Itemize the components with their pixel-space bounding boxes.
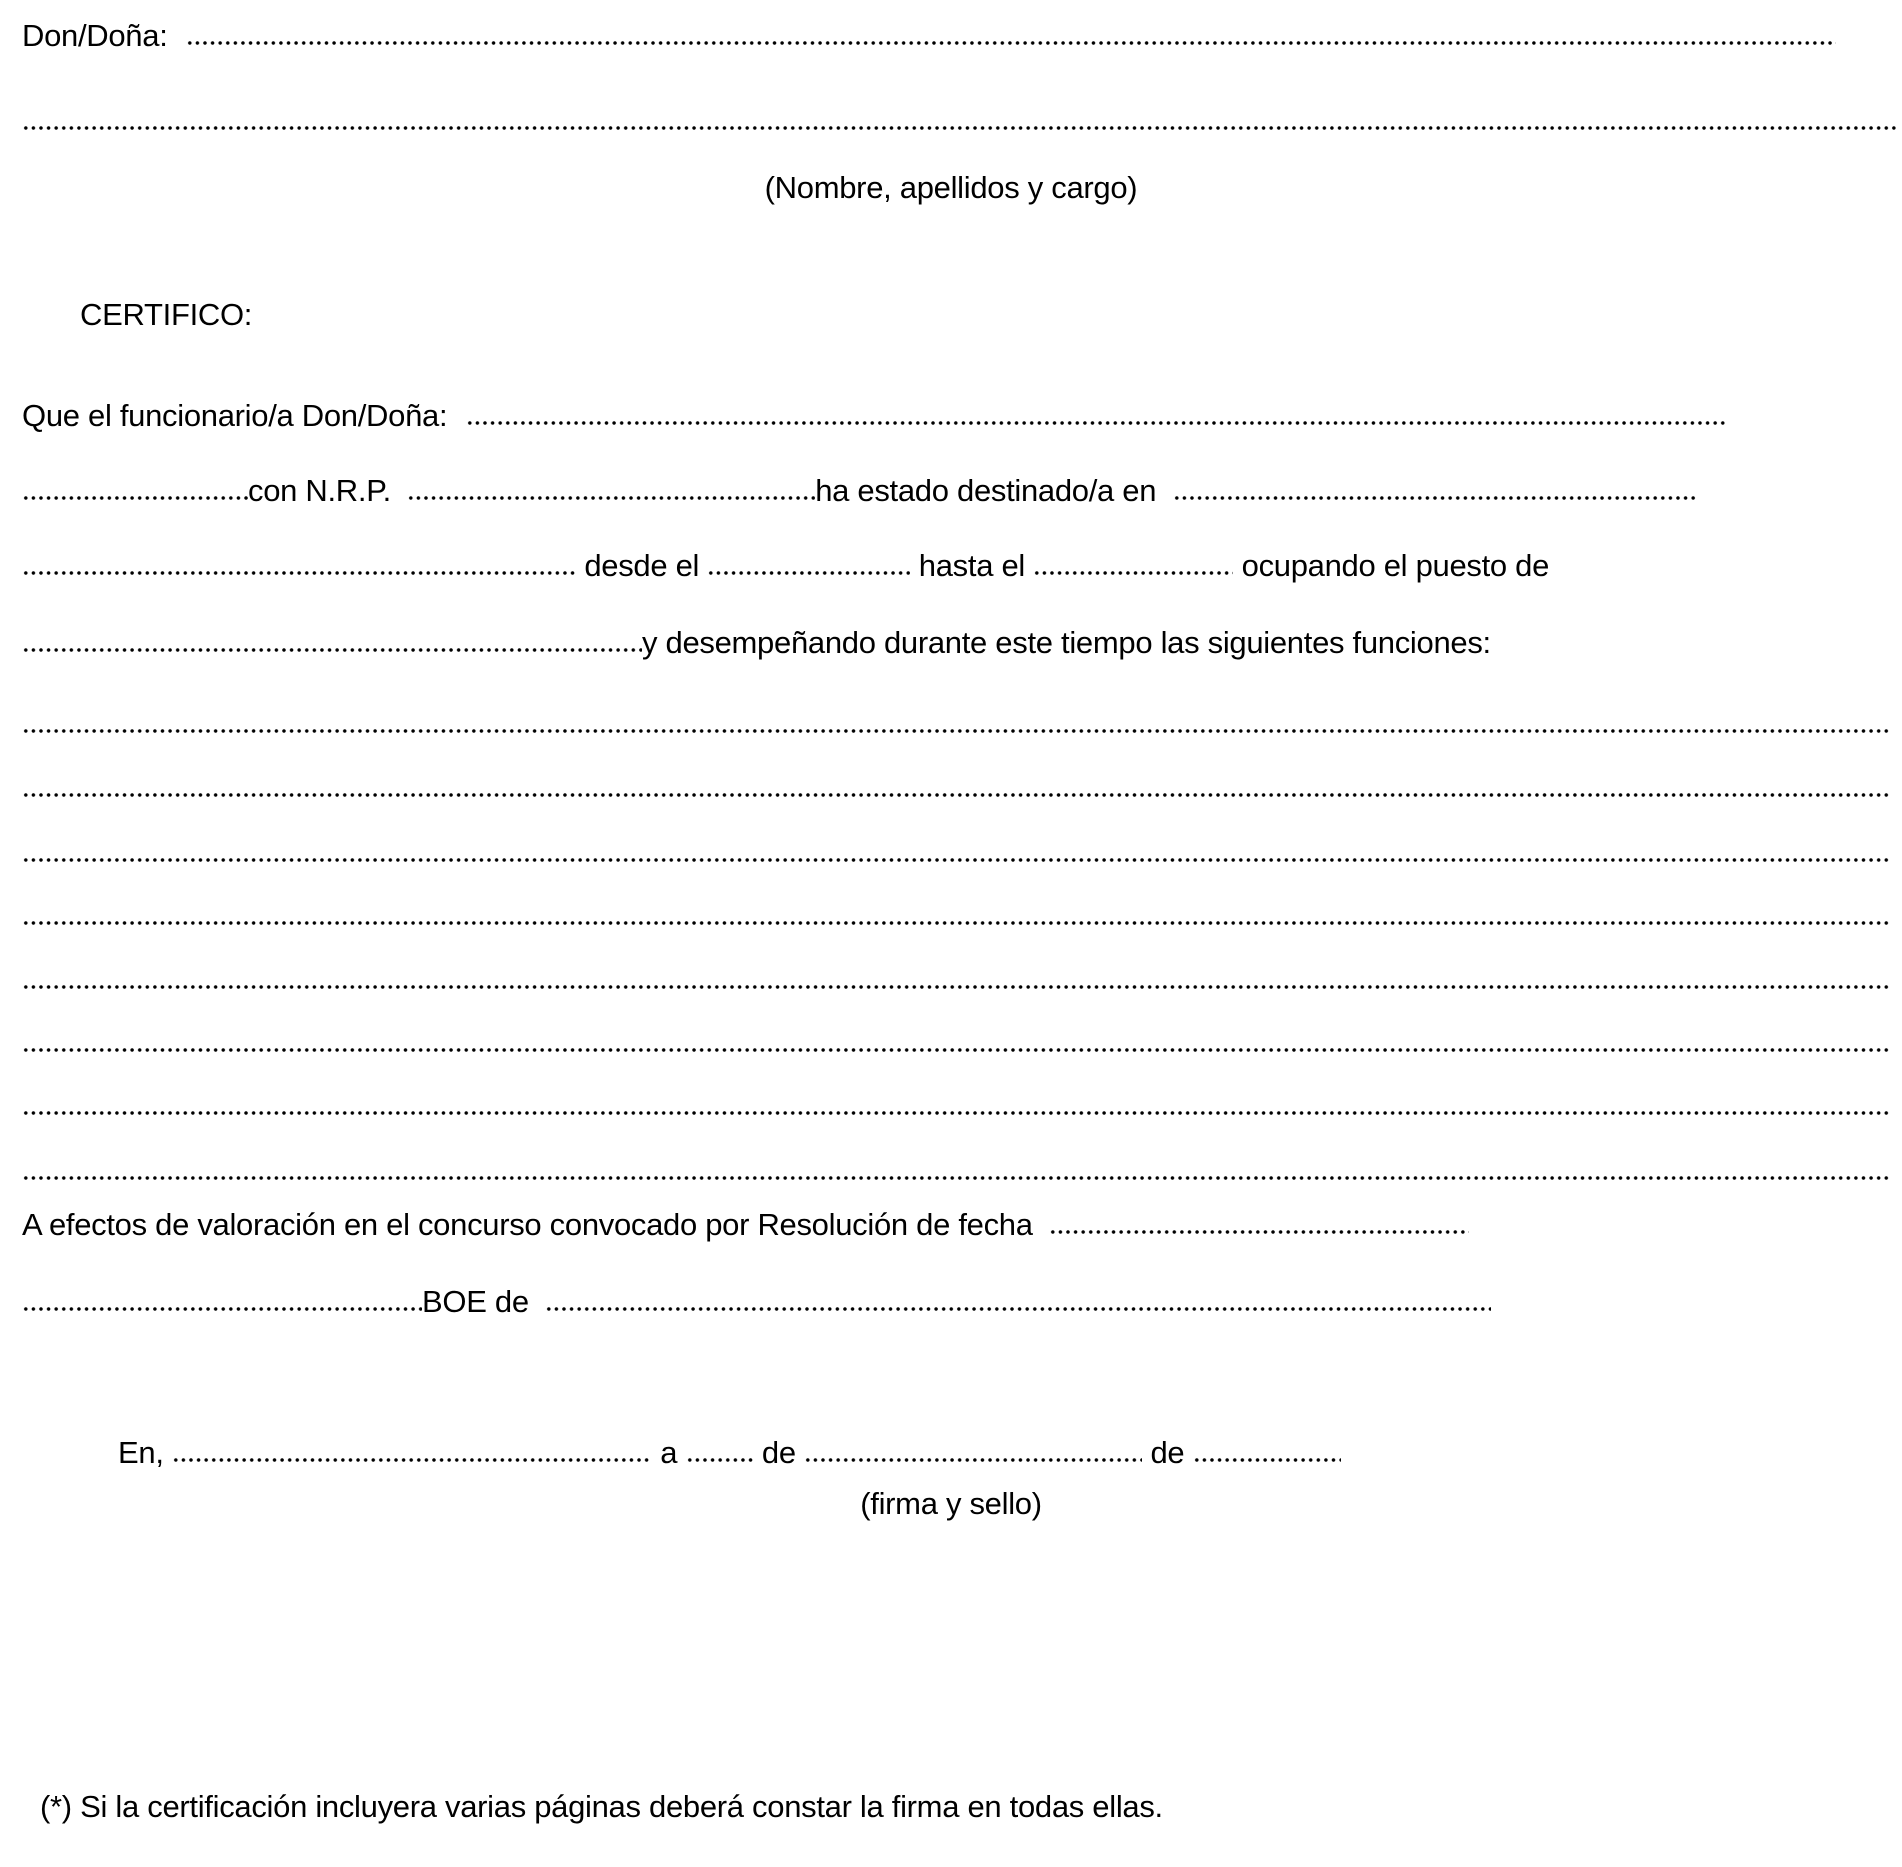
day-field[interactable] [686, 1457, 754, 1463]
funciones-line-5 [22, 960, 1890, 1000]
hasta-label: hasta el [918, 548, 1025, 583]
hasta-date-field[interactable] [1033, 570, 1233, 576]
name-caption: (Nombre, apellidos y cargo) [764, 170, 1138, 205]
efectos-label: A efectos de valoración en el concurso convocado por Resolución de fecha [22, 1207, 1033, 1242]
don-dona-line [22, 16, 1836, 56]
funciones-line-3 [22, 833, 1890, 873]
funciones-line-4 [22, 896, 1890, 936]
nrp-field[interactable] [407, 495, 815, 501]
funciones-field[interactable] [22, 1047, 1890, 1053]
a-label: a [660, 1435, 678, 1470]
efectos-line [22, 1205, 1469, 1245]
funciones-field[interactable] [22, 920, 1890, 926]
de-label-1: de [761, 1435, 796, 1470]
don-dona-label: Don/Doña: [22, 18, 168, 53]
funciones-field[interactable] [22, 728, 1890, 734]
nrp-label: con N.R.P. [248, 473, 391, 508]
funciones-line-1 [22, 704, 1890, 744]
month-field[interactable] [804, 1457, 1142, 1463]
certifico-heading: CERTIFICO: [80, 297, 253, 332]
en-label: En, [118, 1435, 164, 1470]
funciones-line-6 [22, 1023, 1890, 1063]
ocupando-label: ocupando el puesto de [1241, 548, 1550, 583]
boe-field[interactable] [545, 1306, 1491, 1312]
desempenando-label: y desempeñando durante este tiempo las siguientes funciones: [642, 625, 1491, 660]
funciones-line-7 [22, 1086, 1890, 1126]
desde-label: desde el [584, 548, 700, 583]
funciones-field[interactable] [22, 1110, 1890, 1116]
place-field[interactable] [172, 1457, 652, 1463]
funcionario-label: Que el funcionario/a Don/Doña: [22, 398, 448, 433]
year-field[interactable] [1193, 1457, 1341, 1463]
signature-caption: (firma y sello) [860, 1486, 1042, 1521]
desde-date-field[interactable] [707, 570, 910, 576]
don-dona-line-2 [22, 101, 1898, 141]
funciones-field[interactable] [22, 792, 1890, 798]
destino-field-2[interactable] [22, 570, 576, 576]
funcionario-line [22, 396, 1728, 436]
resolucion-fecha-field[interactable] [1049, 1229, 1469, 1235]
funciones-line-8 [22, 1151, 1890, 1191]
funcionario-name-field-2[interactable] [22, 495, 248, 501]
boe-line [22, 1282, 1491, 1322]
destino-field[interactable] [1173, 495, 1698, 501]
de-label-2: de [1150, 1435, 1185, 1470]
funciones-field[interactable] [22, 857, 1890, 863]
footnote: (*) Si la certificación incluyera varias páginas deberá constar la firma en todas ellas. [40, 1789, 1163, 1824]
funciones-line-2 [22, 768, 1890, 808]
destinado-label: ha estado destinado/a en [815, 473, 1157, 508]
funciones-field[interactable] [22, 984, 1890, 990]
resolucion-fecha-field-2[interactable] [22, 1306, 422, 1312]
funcionario-name-field[interactable] [466, 420, 1728, 426]
don-dona-field[interactable] [186, 40, 1836, 46]
puesto-field[interactable] [22, 647, 642, 653]
nrp-line [22, 471, 1698, 511]
funciones-field[interactable] [22, 1175, 1890, 1181]
don-dona-field-2[interactable] [22, 125, 1898, 131]
puesto-line [22, 623, 1491, 663]
signature-place-date-line [118, 1433, 1341, 1473]
dates-line [22, 546, 1549, 586]
boe-label: BOE de [422, 1284, 529, 1319]
